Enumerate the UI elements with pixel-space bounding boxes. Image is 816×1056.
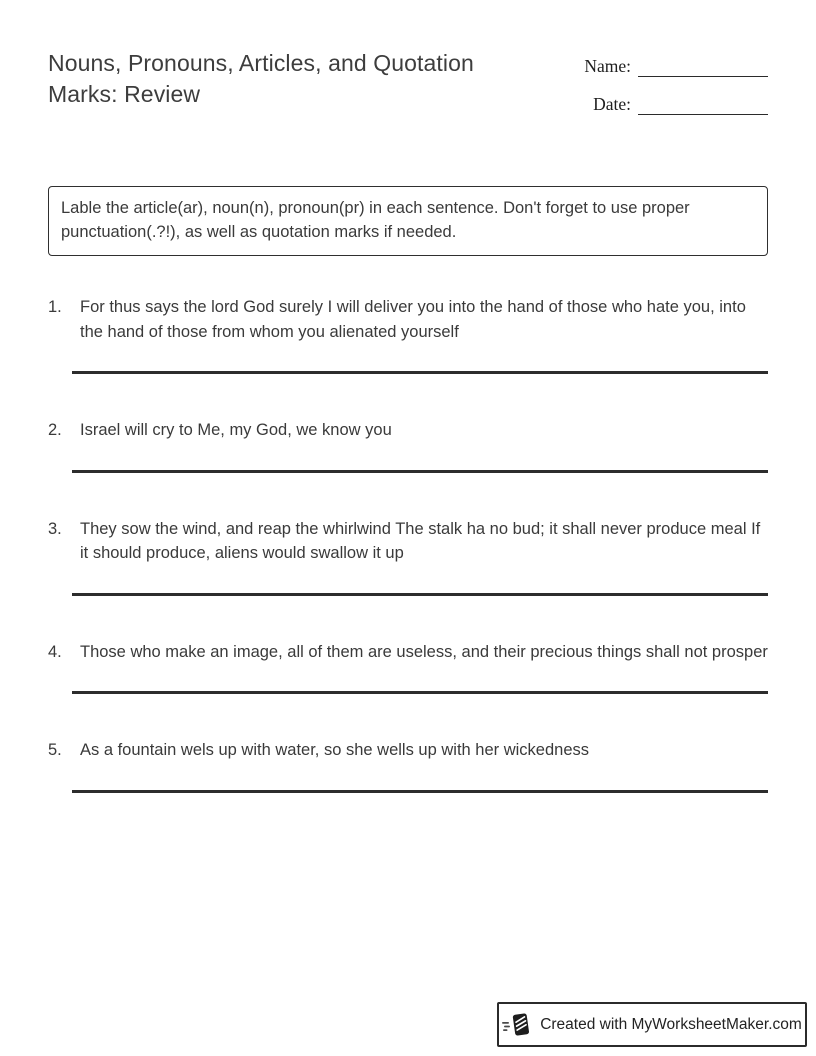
question-text: For thus says the lord God surely I will deliver you into the hand of those who hate you, into the hand of those from whom you alienated yourself: [80, 298, 746, 341]
question-item: [48, 418, 768, 473]
question-number: 1.: [48, 298, 62, 316]
question-body: [48, 517, 768, 566]
question-text: Israel will cry to Me, my God, we know you: [80, 421, 392, 439]
page-title: Nouns, Pronouns, Articles, and Quotation Marks: Review: [48, 50, 474, 107]
question-body: [48, 738, 768, 763]
date-fill-line: [638, 95, 768, 115]
question-body: [48, 640, 768, 665]
footer-credit-text: Created with MyWorksheetMaker.com: [540, 1015, 802, 1033]
date-row: [544, 91, 768, 115]
question-number: 5.: [48, 741, 62, 759]
worksheet-maker-logo-icon: [502, 1011, 532, 1039]
question-number: 2.: [48, 421, 62, 439]
name-fill-line: [638, 57, 768, 77]
question-text: They sow the wind, and reap the whirlwind The stalk ha no bud; it shall never produce meal If it should produce, aliens would swallow it up: [80, 519, 761, 562]
question-list: [48, 295, 768, 793]
answer-line: [72, 470, 768, 473]
worksheet-maker-badge: [497, 1002, 807, 1047]
question-item: [48, 295, 768, 374]
question-item: [48, 517, 768, 596]
question-body: [48, 295, 768, 344]
header: [48, 48, 768, 129]
question-text: As a fountain wels up with water, so she wells up with her wickedness: [80, 741, 590, 759]
name-row: [544, 53, 768, 77]
date-label: Date:: [593, 94, 631, 114]
name-date-block: [544, 48, 768, 129]
answer-line: [72, 691, 768, 694]
answer-line: [72, 790, 768, 793]
question-body: [48, 418, 768, 443]
question-number: 3.: [48, 519, 62, 538]
name-label: Name:: [584, 56, 631, 76]
question-item: [48, 738, 768, 793]
answer-line: [72, 593, 768, 596]
question-text: Those who make an image, all of them are useless, and their precious things shall not prosper: [80, 642, 768, 661]
instructions-box: Lable the article(ar), noun(n), pronoun(pr) in each sentence. Don't forget to use proper punctuation(.?!), as well as quotation marks if needed.: [48, 186, 768, 256]
question-item: [48, 640, 768, 695]
answer-line: [72, 371, 768, 374]
question-number: 4.: [48, 642, 62, 661]
